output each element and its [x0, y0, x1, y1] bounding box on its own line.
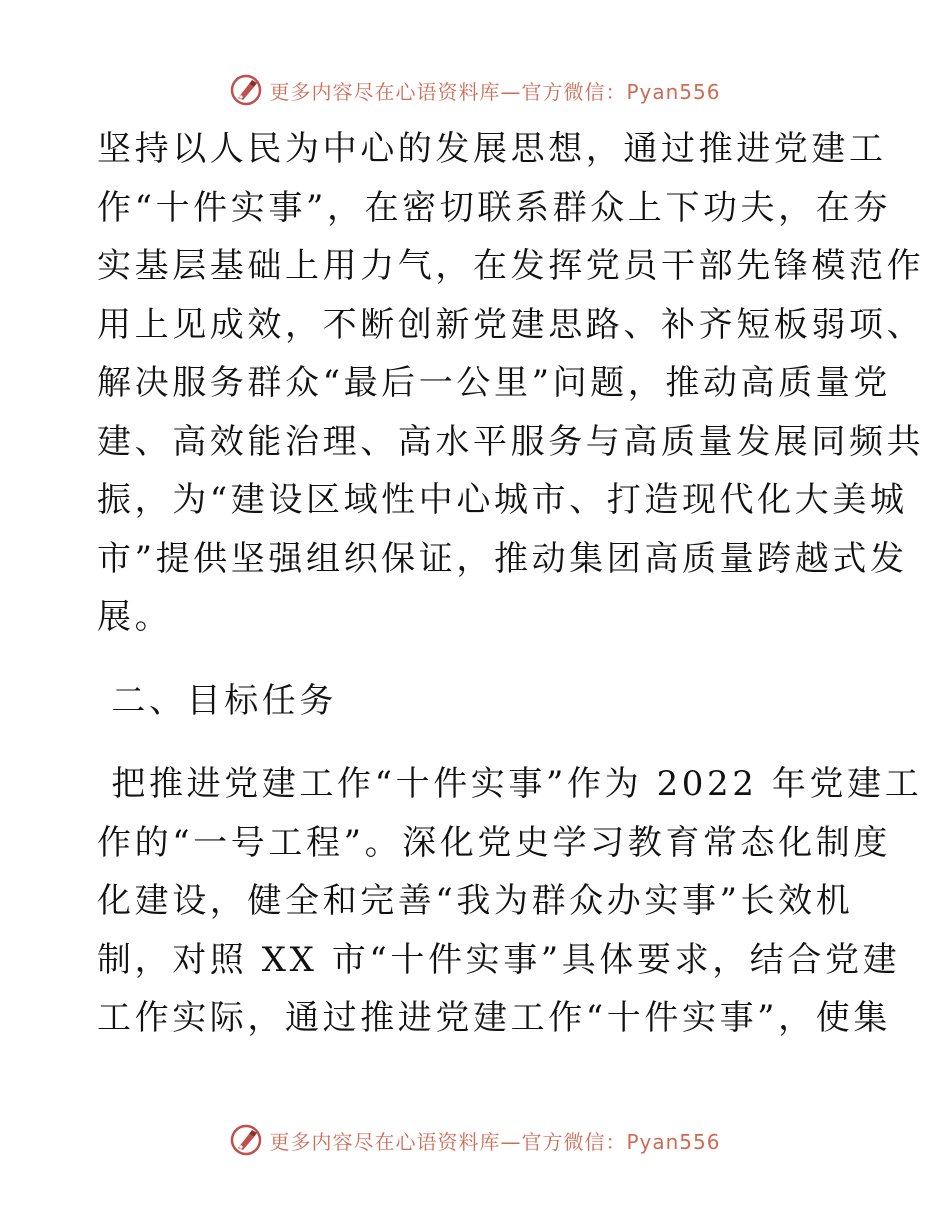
section-heading: 二、目标任务: [97, 680, 338, 721]
text-line: 把推进党建工作“十件实事”作为 2022 年党建工: [97, 764, 923, 804]
watermark-text: 更多内容尽在心语资料库—官方微信：Pyan556: [269, 1129, 721, 1154]
text-line: 工作实际，通过推进党建工作“十件实事”，使集: [97, 998, 891, 1038]
text-line: 展。: [97, 597, 173, 637]
text-line: 实基层基础上用力气，在发挥党员干部先锋模范作: [97, 246, 925, 286]
text-line: 作的“一号工程”。深化党史学习教育常态化制度: [97, 822, 891, 863]
watermark-banner-top: [0, 70, 950, 110]
watermark-banner-bottom: [0, 1120, 950, 1160]
document-body: [97, 120, 925, 1048]
text-line: 用上见成效，不断创新党建思路、补齐短板弱项、: [97, 304, 925, 345]
watermark-text: 更多内容尽在心语资料库—官方微信：Pyan556: [269, 79, 721, 104]
text-line: 建、高效能治理、高水平服务与高质量发展同频共: [97, 421, 925, 462]
pen-nib-logo-icon: [229, 73, 263, 107]
paragraph-2: [97, 755, 923, 1048]
text-line: 解决服务群众“最后一公里”问题，推动高质量党: [97, 363, 891, 403]
text-line: 化建设，健全和完善“我为群众办实事”长效机: [97, 881, 854, 921]
text-line: 制，对照 XX 市“十件实事”具体要求，结合党建: [97, 939, 901, 980]
text-line: 作“十件实事”，在密切联系群众上下功夫，在夯: [97, 187, 891, 228]
pen-nib-logo-icon: [229, 1123, 263, 1157]
paragraph-1: [97, 120, 925, 647]
text-line: 振，为“建设区域性中心城市、打造现代化大美城: [97, 480, 908, 520]
text-line: 市”提供坚强组织保证，推动集团高质量跨越式发: [97, 538, 908, 579]
text-line: 坚持以人民为中心的发展思想，通过推进党建工: [97, 129, 887, 169]
